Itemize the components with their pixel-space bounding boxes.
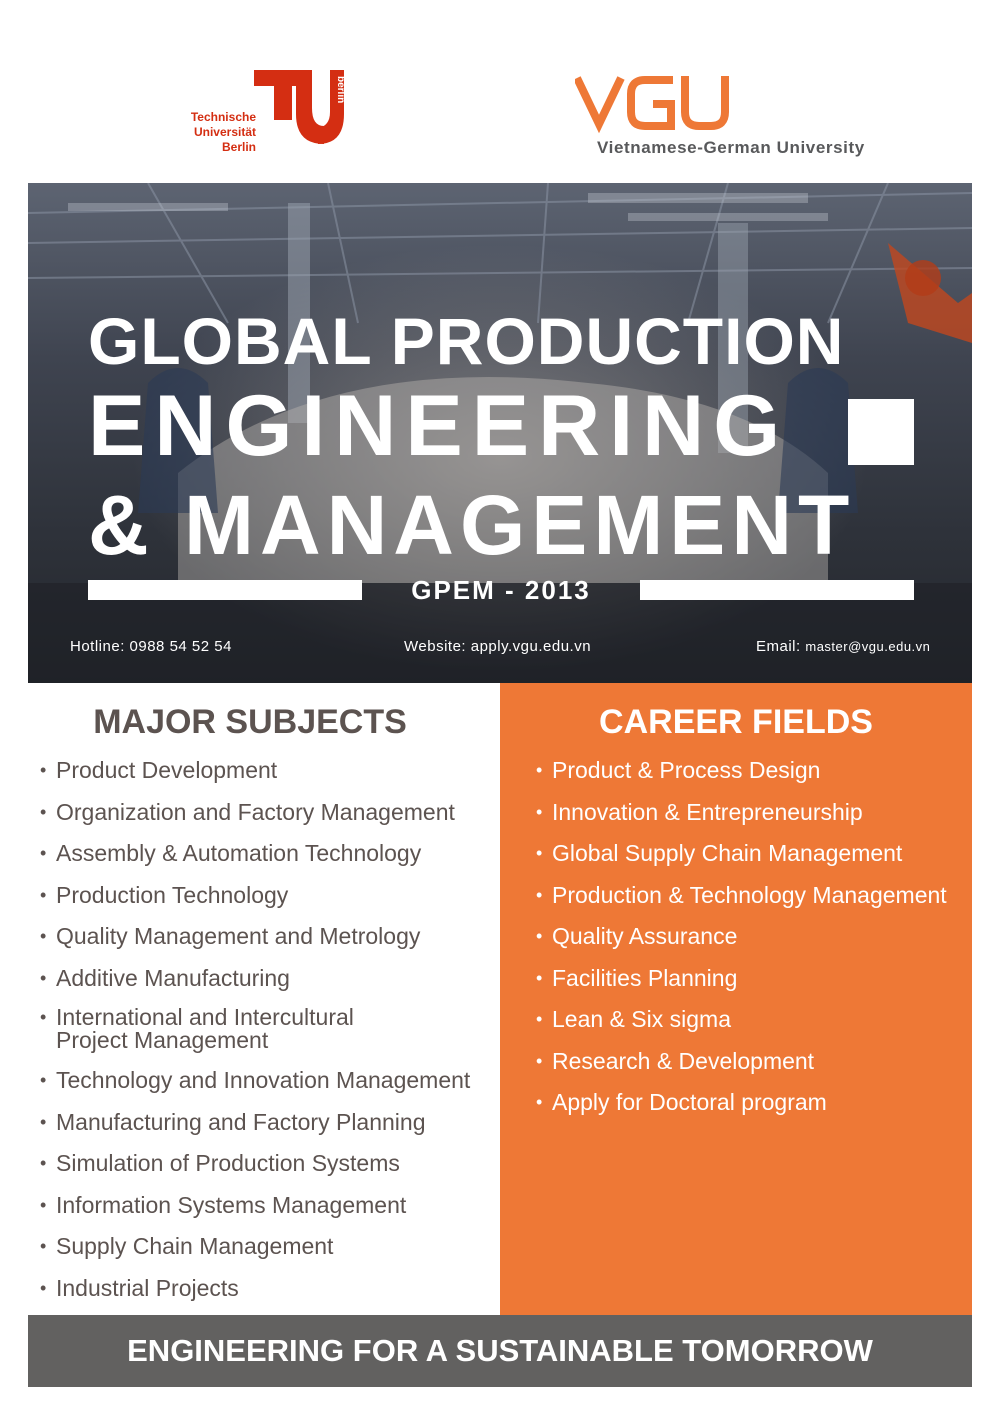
list-item: • Production Technology	[40, 881, 289, 908]
list-item: • Facilities Planning	[536, 964, 738, 991]
title-line-2: ENGINEERING	[88, 378, 790, 474]
header	[0, 0, 1000, 183]
divider-right	[640, 580, 914, 600]
bullet-icon: •	[40, 801, 47, 822]
list-item: • Organization and Factory Management	[40, 798, 455, 825]
list-item: • Quality Assurance	[536, 923, 738, 949]
vgu-logo-mark-icon	[575, 72, 735, 134]
divider-left	[88, 580, 362, 600]
bullet-icon: •	[40, 967, 47, 988]
bullet-icon: •	[536, 967, 543, 988]
bullet-icon: •	[40, 884, 47, 905]
list-item: • Innovation & Entrepreneurship	[536, 798, 863, 825]
bullet-icon: •	[536, 884, 543, 905]
bullet-icon: •	[536, 1050, 543, 1071]
list-item: • Supply Chain Management	[40, 1233, 334, 1259]
bullet-icon: •	[40, 1070, 47, 1090]
career-fields-list	[536, 757, 966, 1131]
bullet-icon: •	[40, 1236, 47, 1256]
tu-berlin-wordmark: Technische Universität Berlin	[190, 110, 256, 154]
list-item: • Research & Development	[536, 1047, 815, 1074]
list-item: • Industrial Projects	[40, 1274, 239, 1301]
email-label: Email:	[756, 638, 801, 655]
list-item: • Quality Management and Metrology	[40, 923, 421, 949]
list-item: • Manufacturing and Factory Planning	[40, 1108, 426, 1135]
list-item: • Assembly & Automation Technology	[40, 840, 422, 866]
list-item: • Technology and Innovation Management	[40, 1067, 471, 1093]
program-tag: GPEM - 2013	[411, 575, 591, 605]
email-contact[interactable]	[756, 638, 930, 655]
career-fields-section	[500, 683, 972, 1315]
bullet-icon: •	[40, 1111, 47, 1132]
bullet-icon: •	[536, 843, 543, 863]
bullet-icon: •	[536, 1092, 543, 1112]
tu-berlin-logo	[190, 68, 360, 158]
bullet-icon: •	[40, 843, 47, 863]
bullet-icon: •	[536, 1009, 543, 1029]
bullet-icon: •	[40, 926, 47, 946]
hotline: Hotline: 0988 54 52 54	[70, 638, 232, 655]
vgu-subtitle: Vietnamese-German University	[597, 138, 865, 157]
career-fields-heading: CAREER FIELDS	[599, 703, 873, 741]
footer-slogan: ENGINEERING FOR A SUSTAINABLE TOMORROW	[28, 1315, 972, 1387]
bullet-icon: •	[536, 926, 543, 946]
bullet-icon: •	[40, 1194, 47, 1215]
hero-banner	[28, 183, 972, 683]
tu-side-text: berlin	[335, 76, 346, 104]
bullet-icon: •	[40, 760, 47, 780]
title-line-3: & MANAGEMENT	[88, 478, 856, 572]
list-item: • Information Systems Management	[40, 1191, 407, 1218]
list-item: • Production & Technology Management	[536, 881, 947, 908]
bullet-icon: •	[40, 1007, 47, 1027]
list-item: • Additive Manufacturing	[40, 964, 290, 991]
bullet-icon: •	[536, 801, 543, 822]
title-line-1: GLOBAL PRODUCTION	[88, 304, 845, 378]
list-item: • Global Supply Chain Management	[536, 840, 903, 866]
list-item: • Product Development	[40, 757, 278, 783]
bullet-icon: •	[40, 1153, 47, 1173]
list-item: • Product & Process Design	[536, 757, 821, 783]
list-item: • Lean & Six sigma	[536, 1006, 731, 1032]
bullet-icon: •	[536, 760, 543, 780]
major-subjects-list	[40, 757, 490, 1316]
vgu-logo	[575, 72, 875, 162]
email-address[interactable]: master@vgu.edu.vn	[805, 639, 931, 654]
decorative-square	[848, 399, 914, 465]
bullet-icon: •	[40, 1277, 47, 1298]
list-item: • International and Intercultural Project Management	[40, 1004, 354, 1053]
tu-logo-mark-icon	[252, 68, 352, 148]
major-subjects-section	[28, 683, 500, 1315]
list-item: • Apply for Doctoral program	[536, 1089, 827, 1115]
website-link[interactable]: Website: apply.vgu.edu.vn	[404, 638, 592, 655]
major-subjects-heading: MAJOR SUBJECTS	[93, 703, 407, 741]
list-item: • Simulation of Production Systems	[40, 1150, 400, 1176]
